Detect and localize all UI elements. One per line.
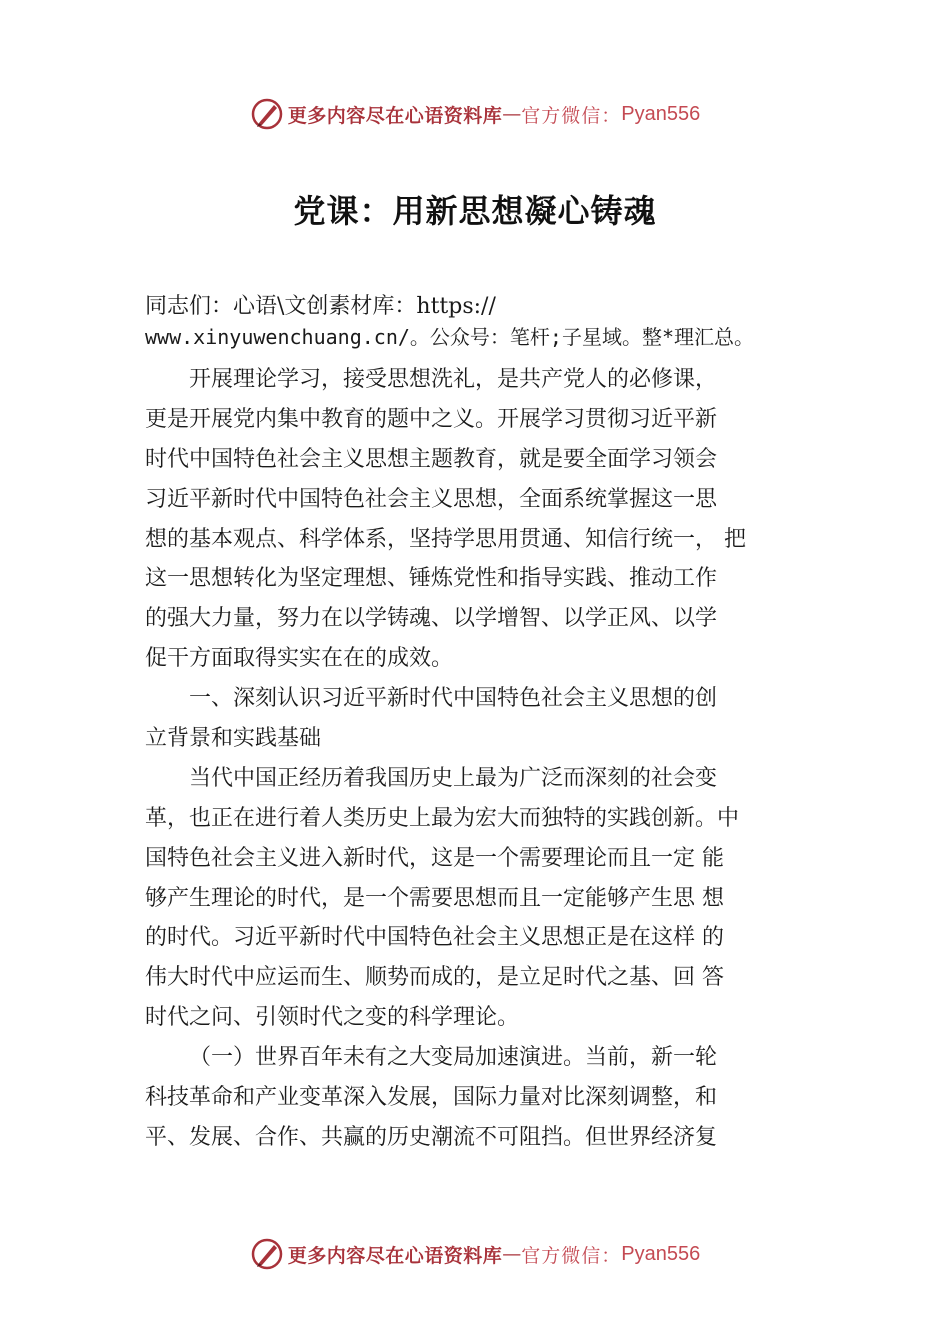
footer-banner <box>0 1234 950 1274</box>
banner-dash: — <box>502 103 522 125</box>
heading-line: 一、深刻认识习近平新时代中国特色社会主义思想的创 <box>189 686 718 712</box>
paragraph-line: 这一思想转化为坚定理想、锤炼党性和指导实践、推动工作 <box>145 566 718 592</box>
paragraph-line: 想的基本观点、科学体系，坚持学思用贯通、知信行统一， 把 <box>145 526 746 552</box>
paragraph-line: （一）世界百年未有之大变局加速演进。当前，新一轮 <box>189 1045 718 1071</box>
paragraph-line: 科技革命和产业变革深入发展，国际力量对比深刻调整，和 <box>145 1085 718 1111</box>
banner-wechat-label: 官方微信： <box>521 1244 622 1267</box>
page-title: 党课：用新思想凝心铸魂 <box>293 192 657 230</box>
paragraph-line: 革，也正在进行着人类历史上最为宏大而独特的实践创新。中 <box>145 805 740 831</box>
paragraph-line: 习近平新时代中国特色社会主义思想，全面系统掌握这一思 <box>145 486 718 512</box>
pen-logo-icon <box>250 1237 284 1271</box>
banner-brand: 更多内容尽在心语资料库 <box>287 104 503 127</box>
paragraph-line: 时代中国特色社会主义思想主题教育，就是要全面学习领会 <box>145 446 718 472</box>
banner-wechat-label: 官方微信： <box>521 104 622 127</box>
paragraph-line: 开展理论学习，接受思想洗礼，是共产党人的必修课， <box>189 367 718 392</box>
paragraph-line: 当代中国正经历着我国历史上最为广泛而深刻的社会变 <box>189 765 718 791</box>
paragraph-1 <box>145 360 865 679</box>
paragraph-2 <box>145 759 865 1038</box>
paragraph-line: 够产生理论的时代，是一个需要思想而且一定能够产生思 想 <box>145 885 724 911</box>
intro-line-2: www.xinyuwenchuang.cn/。公众号：笔杆;子星域。整*理汇总。 <box>145 325 754 349</box>
paragraph-line: 的时代。习近平新时代中国特色社会主义思想正是在这样 的 <box>145 925 724 951</box>
paragraph-line: 平、发展、合作、共赢的历史潮流不可阻挡。但世界经济复 <box>145 1124 718 1150</box>
banner-dash: — <box>502 1243 522 1265</box>
banner-brand: 更多内容尽在心语资料库 <box>287 1244 503 1267</box>
paragraph-3 <box>145 1038 865 1158</box>
header-banner <box>0 94 950 134</box>
section-heading-1 <box>145 679 865 759</box>
heading-line: 立背景和实践基础 <box>145 726 322 752</box>
paragraph-line: 促干方面取得实实在在的成效。 <box>145 646 454 672</box>
paragraph-line: 国特色社会主义进入新时代，这是一个需要理论而且一定 能 <box>145 845 724 871</box>
paragraph-line: 更是开展党内集中教育的题中之义。开展学习贯彻习近平新 <box>145 406 718 432</box>
pen-logo-icon <box>250 97 284 131</box>
paragraph-line: 时代之问、引领时代之变的科学理论。 <box>145 1005 520 1031</box>
document-body <box>145 292 865 1158</box>
banner-wechat-id: Pyan556 <box>621 102 701 125</box>
paragraph-line: 伟大时代中应运而生、顺势而成的，是立足时代之基、回 答 <box>145 965 724 991</box>
banner-wechat-id: Pyan556 <box>621 1242 701 1265</box>
paragraph-line: 的强大力量，努力在以学铸魂、以学增智、以学正风、以学 <box>145 606 718 632</box>
intro-line-1: 同志们：心语\文创素材库：https:// <box>145 294 496 319</box>
